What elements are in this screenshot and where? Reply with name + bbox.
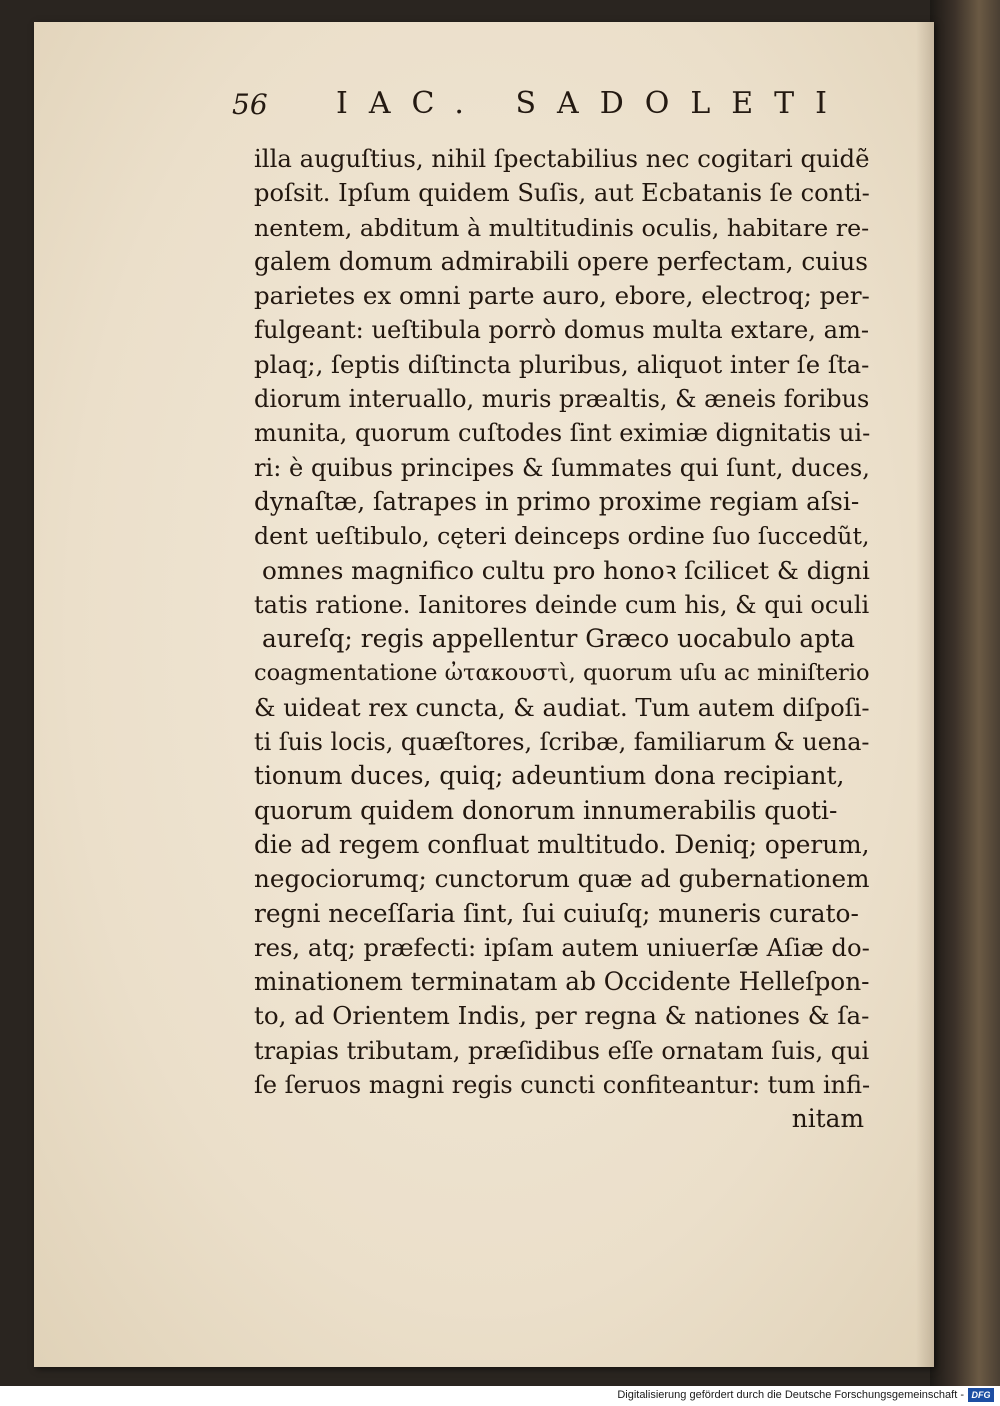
text-line: omnes magnifico cultu pro honoꝛ ſcilicet & digni	[262, 555, 870, 585]
page-number: 56	[232, 88, 268, 121]
text-line: die ad regem confluat multitudo. Deniq; operum,	[254, 829, 870, 859]
running-head	[232, 86, 849, 130]
text-line: aureſq; regis appellentur Græco uocabulo apta	[262, 624, 855, 654]
text-line: coagmentatione ὠτακουστὶ, quorum uſu ac miniſterio	[254, 660, 870, 687]
text-line: res, atq; præfecti: ipſam autem uniuerſæ Aſiæ do-	[254, 932, 870, 962]
text-line: tatis ratione. Ianitores deinde cum his, & qui oculi	[254, 590, 870, 619]
text-line: ri: è quibus principes & ſummates qui ſunt, duces,	[254, 453, 870, 482]
book-edge	[930, 0, 1000, 1386]
text-line: munita, quorum cuſtodes ſint eximiæ dignitatis ui-	[254, 419, 871, 448]
page-gutter-shadow	[916, 22, 934, 1367]
text-line: negociorumq; cunctorum quæ ad gubernationem	[254, 864, 870, 894]
body-text	[254, 142, 874, 1137]
text-line: illa auguſtius, nihil ſpectabilius nec cogitari quidẽ	[254, 144, 870, 173]
text-line: to, ad Orientem Indis, per regna & nationes & ſa-	[254, 1001, 870, 1031]
text-line: fulgeant: ueſtibula porrò domus multa extare, am-	[254, 316, 870, 345]
text-line: regni neceſſaria ſint, ſui cuiuſq; muneris curato-	[254, 898, 859, 928]
text-line: quorum quidem donorum innumerabilis quoti-	[254, 795, 838, 825]
text-line: poſsit. Ipſum quidem Suſis, aut Ecbatanis ſe conti-	[254, 179, 870, 208]
text-line: diorum interuallo, muris præaltis, & æneis foribus	[254, 385, 870, 414]
running-head-title: IAC. SADOLETI	[336, 86, 849, 121]
text-line: galem domum admirabili opere perfectam, cuius	[254, 246, 868, 276]
text-line: minationem terminatam ab Occidente Helleſpon-	[254, 967, 870, 997]
text-line: & uideat rex cuncta, & audiat. Tum autem diſpoſi-	[254, 693, 870, 722]
catchword: nitam	[791, 1104, 864, 1134]
funding-credit: Digitalisierung gefördert durch die Deutsche Forschungsgemeinschaft -	[617, 1389, 964, 1401]
text-line: plaq;, ſeptis diſtincta pluribus, aliquot inter ſe ſta-	[254, 349, 870, 379]
text-line: tionum duces, quiq; adeuntium dona recipiant,	[254, 761, 845, 791]
text-line: dent ueſtibulo, cęteri deinceps ordine ſuo ſuccedũt,	[254, 522, 870, 551]
text-line: trapias tributam, præſidibus eſſe ornatam ſuis, qui	[254, 1036, 870, 1065]
digitization-footer	[0, 1386, 1000, 1406]
text-line: ſe ſeruos magni regis cuncti confiteantur: tum infi-	[254, 1071, 871, 1100]
dfg-logo: DFG	[968, 1388, 994, 1402]
text-line: nentem, abditum à multitudinis oculis, habitare re-	[254, 213, 870, 242]
text-line: ti ſuis locis, quæſtores, ſcribæ, familiarum & uena-	[254, 728, 870, 757]
text-line: dynaſtæ, ſatrapes in primo proxime regiam aſsi-	[254, 486, 860, 516]
text-line: parietes ex omni parte auro, ebore, electroq; per-	[254, 281, 870, 311]
